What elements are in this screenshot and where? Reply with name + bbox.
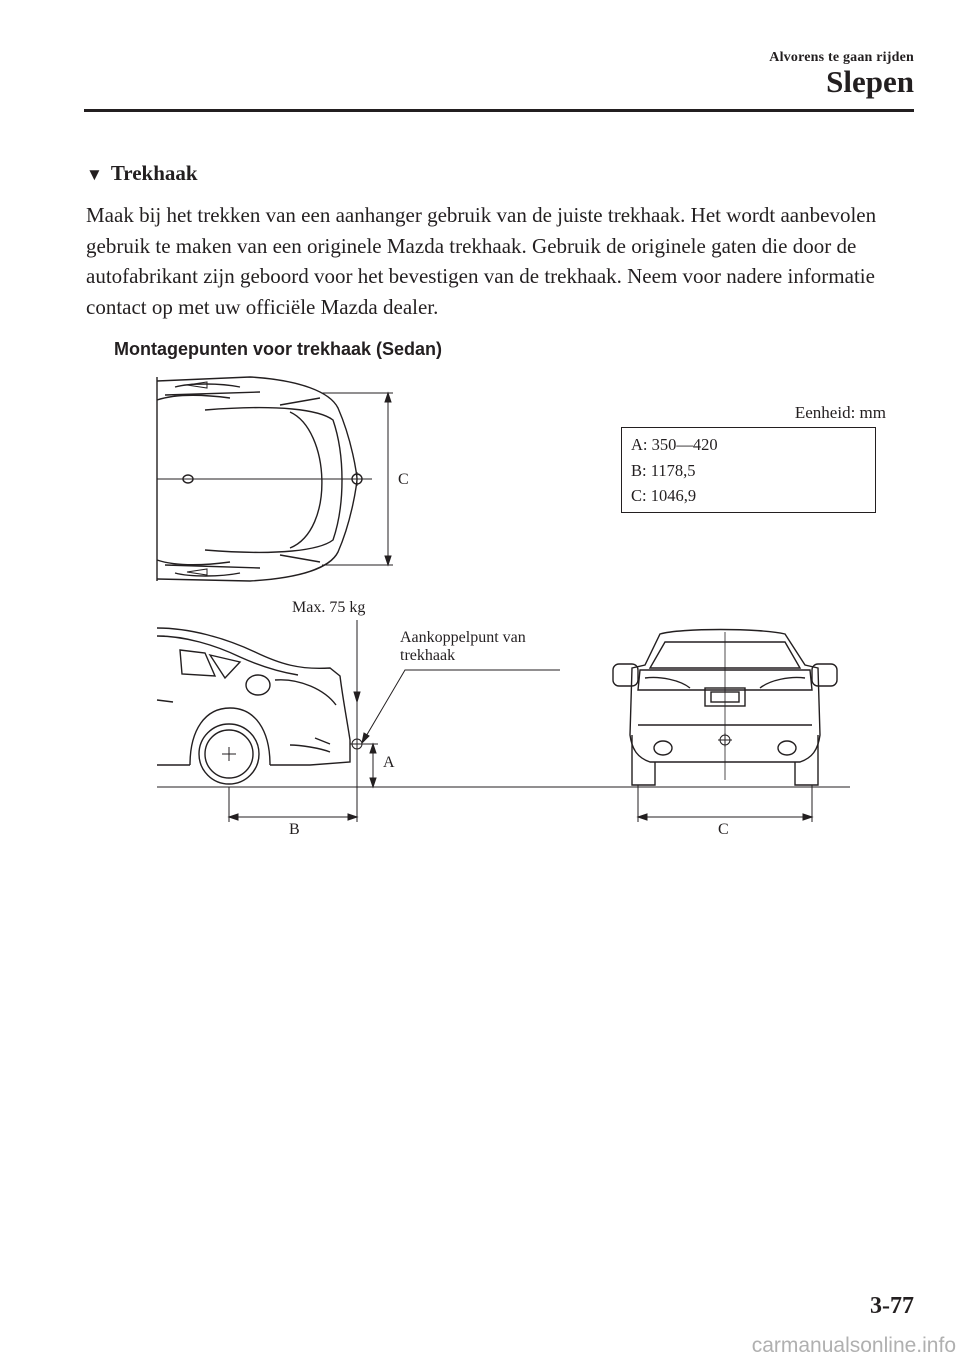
page-title: Slepen <box>826 64 914 99</box>
rear-c-label: C <box>718 821 729 838</box>
spec-box <box>621 427 876 513</box>
body-paragraph: Maak bij het trekken van een aanhanger gebruik van de juiste trekhaak. Het wordt aanbevolen gebruik te maken van een originele Mazda trekhaak. Gebruik de originele gaten die door de autofabrikant zijn geboord voor het bevestigen van de trekhaak. Neem voor nadere informatie contact op met uw officiële Mazda dealer. <box>86 203 877 319</box>
chapter-subtitle: Alvorens te gaan rijden <box>769 50 914 65</box>
hitch-point-label-line1: Aankoppelpunt van <box>400 629 526 646</box>
top-view-car <box>157 377 372 581</box>
side-view-car <box>157 628 364 784</box>
section-heading-text: Trekhaak <box>110 161 198 185</box>
max-load-label: Max. 75 kg <box>292 599 366 616</box>
rear-c-dimension <box>638 785 812 822</box>
side-b-label: B <box>289 821 300 838</box>
watermark: carmanualsonline.info <box>751 1334 956 1357</box>
spec-c: C: 1046,9 <box>631 486 697 505</box>
spec-b: B: 1178,5 <box>631 460 696 480</box>
page-number: 3-77 <box>870 1293 914 1319</box>
side-a-label: A <box>383 754 395 771</box>
hitch-point-label <box>400 629 526 665</box>
figure-caption: Montagepunten voor trekhaak (Sedan) <box>114 339 443 359</box>
rear-view-car <box>613 630 837 786</box>
unit-label: Eenheid: mm <box>794 403 886 422</box>
spec-a: A: 350—420 <box>631 435 718 454</box>
hitch-point-label-line2: trekhaak <box>400 647 456 664</box>
triangle-marker-icon: ▼ <box>86 165 103 184</box>
top-c-label: C <box>398 471 409 488</box>
